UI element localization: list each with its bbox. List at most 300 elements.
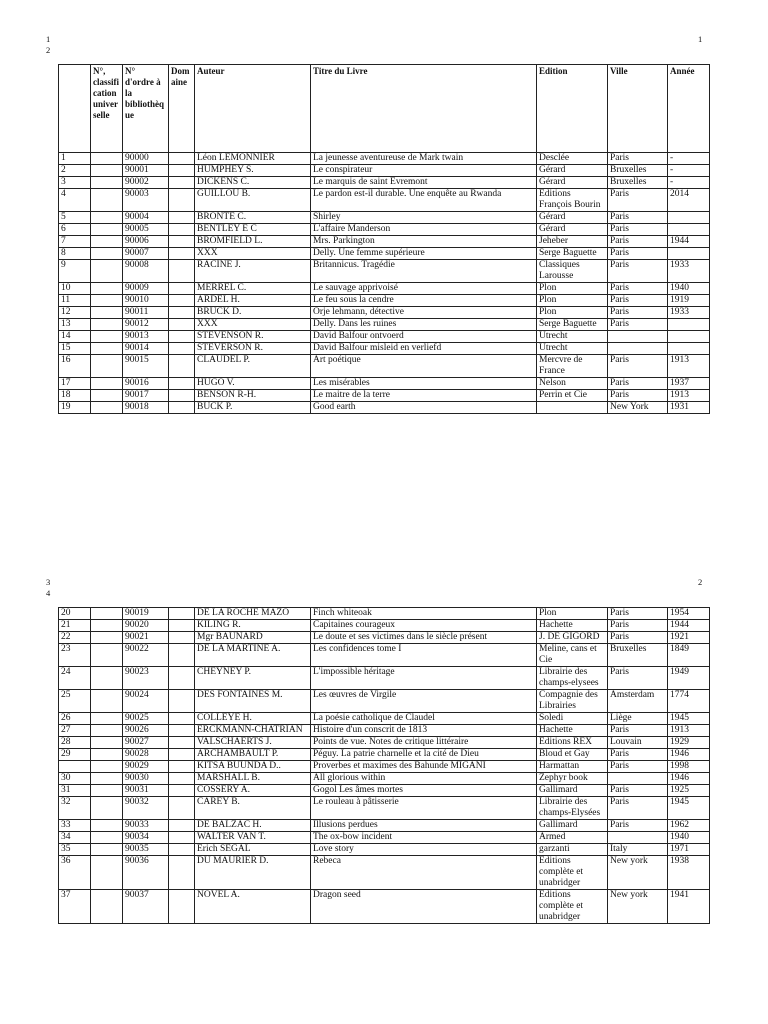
cell-classification <box>91 248 123 260</box>
table-row <box>59 177 710 189</box>
cell-order-number: 90015 <box>123 355 169 378</box>
cell-domain <box>169 608 195 620</box>
table-row <box>59 785 710 797</box>
cell-author: STEVERSON R. <box>195 343 311 355</box>
cell-edition: Hachette <box>537 725 608 737</box>
cell-year: 1849 <box>668 644 710 667</box>
cell-number: 6 <box>59 224 91 236</box>
cell-domain <box>169 832 195 844</box>
cell-city: Paris <box>608 749 668 761</box>
table-row <box>59 820 710 832</box>
cell-order-number: 90002 <box>123 177 169 189</box>
cell-classification <box>91 295 123 307</box>
cell-edition: Editions François Bourin <box>537 189 608 212</box>
cell-domain <box>169 737 195 749</box>
cell-order-number: 90005 <box>123 224 169 236</box>
table-row <box>59 713 710 725</box>
cell-classification <box>91 307 123 319</box>
cell-title: Le pardon est-il durable. Une enquête au Rwanda <box>311 189 537 212</box>
cell-domain <box>169 844 195 856</box>
cell-classification <box>91 343 123 355</box>
cell-city: New york <box>608 856 668 890</box>
book-inventory-table-page-2 <box>58 607 710 924</box>
cell-year: 1971 <box>668 844 710 856</box>
cell-title: Proverbes et maximes des Bahunde MIGANI <box>311 761 537 773</box>
cell-year: 1940 <box>668 832 710 844</box>
cell-city: New york <box>608 890 668 924</box>
cell-edition: Gérard <box>537 165 608 177</box>
cell-title: Les œuvres de Virgile <box>311 690 537 713</box>
cell-year: 1913 <box>668 725 710 737</box>
cell-title: Orje lehmann, détective <box>311 307 537 319</box>
cell-title: Finch whiteoak <box>311 608 537 620</box>
cell-author: DICKENS C. <box>195 177 311 189</box>
cell-title: David Balfour ontvoerd <box>311 331 537 343</box>
cell-year: - <box>668 153 710 165</box>
cell-classification <box>91 713 123 725</box>
table-row <box>59 212 710 224</box>
column-header-order-number: N° d'ordre à la bibliothèque <box>123 65 169 153</box>
cell-title: Shirley <box>311 212 537 224</box>
cell-domain <box>169 749 195 761</box>
cell-order-number: 90013 <box>123 331 169 343</box>
table-row <box>59 319 710 331</box>
cell-city: Paris <box>608 390 668 402</box>
cell-domain <box>169 856 195 890</box>
cell-number: 36 <box>59 856 91 890</box>
table-row <box>59 248 710 260</box>
cell-title: L'affaire Manderson <box>311 224 537 236</box>
cell-number: 18 <box>59 390 91 402</box>
cell-city: Paris <box>608 355 668 378</box>
cell-year: 1945 <box>668 797 710 820</box>
cell-city <box>608 832 668 844</box>
cell-domain <box>169 177 195 189</box>
cell-author: WALTER VAN T. <box>195 832 311 844</box>
cell-year: - <box>668 177 710 189</box>
cell-order-number: 90007 <box>123 248 169 260</box>
cell-title: Le maitre de la terre <box>311 390 537 402</box>
cell-city: Paris <box>608 248 668 260</box>
cell-number: 3 <box>59 177 91 189</box>
cell-year: 1938 <box>668 856 710 890</box>
table-row <box>59 378 710 390</box>
cell-order-number: 90018 <box>123 402 169 414</box>
column-header-classification: N°, classification universelle <box>91 65 123 153</box>
cell-order-number: 90016 <box>123 378 169 390</box>
cell-city <box>608 773 668 785</box>
cell-author: Erich SEGAL <box>195 844 311 856</box>
cell-edition: Compagnie des Librairies <box>537 690 608 713</box>
cell-title: Péguy. La patrie charnelle et la cité de Dieu <box>311 749 537 761</box>
table-row <box>59 165 710 177</box>
table-row <box>59 343 710 355</box>
table-row <box>59 797 710 820</box>
cell-title: Love story <box>311 844 537 856</box>
cell-order-number: 90021 <box>123 632 169 644</box>
cell-classification <box>91 773 123 785</box>
cell-number: 32 <box>59 797 91 820</box>
cell-edition: Bloud et Gay <box>537 749 608 761</box>
cell-order-number: 90033 <box>123 820 169 832</box>
cell-domain <box>169 189 195 212</box>
cell-number: 1 <box>59 153 91 165</box>
cell-author: BENSON R-H. <box>195 390 311 402</box>
cell-author: HUMPHEY S. <box>195 165 311 177</box>
cell-author: STEVENSON R. <box>195 331 311 343</box>
cell-year <box>668 212 710 224</box>
cell-order-number: 90003 <box>123 189 169 212</box>
cell-domain <box>169 153 195 165</box>
cell-author: BRONTE C. <box>195 212 311 224</box>
cell-year: 1945 <box>668 713 710 725</box>
cell-number: 16 <box>59 355 91 378</box>
table-row <box>59 402 710 414</box>
cell-edition: Librairie des champs-Elysées <box>537 797 608 820</box>
cell-title: Histoire d'un conscrit de 1813 <box>311 725 537 737</box>
cell-city <box>608 343 668 355</box>
cell-edition: Armed <box>537 832 608 844</box>
cell-classification <box>91 608 123 620</box>
table-row <box>59 667 710 690</box>
cell-number: 14 <box>59 331 91 343</box>
cell-classification <box>91 832 123 844</box>
cell-title: La jeunesse aventureuse de Mark twain <box>311 153 537 165</box>
cell-city: New York <box>608 402 668 414</box>
cell-domain <box>169 378 195 390</box>
cell-domain <box>169 761 195 773</box>
cell-title: Points de vue. Notes de critique littéraire <box>311 737 537 749</box>
cell-year <box>668 248 710 260</box>
cell-order-number: 90034 <box>123 832 169 844</box>
cell-author: ERCKMANN-CHATRIAN <box>195 725 311 737</box>
cell-order-number: 90029 <box>123 761 169 773</box>
cell-title: Illusions perdues <box>311 820 537 832</box>
cell-city: Bruxelles <box>608 644 668 667</box>
cell-city: Paris <box>608 319 668 331</box>
cell-city: Amsterdam <box>608 690 668 713</box>
cell-title: La poésie catholique de Claudel <box>311 713 537 725</box>
cell-city: Paris <box>608 378 668 390</box>
cell-domain <box>169 690 195 713</box>
cell-classification <box>91 890 123 924</box>
cell-author: Léon LEMONNIER <box>195 153 311 165</box>
cell-title: Capitaines courageux <box>311 620 537 632</box>
cell-number: 24 <box>59 667 91 690</box>
cell-city: Paris <box>608 725 668 737</box>
cell-city: Paris <box>608 667 668 690</box>
cell-author: MARSHALL B. <box>195 773 311 785</box>
cell-order-number: 90019 <box>123 608 169 620</box>
cell-order-number: 90011 <box>123 307 169 319</box>
cell-title: Le feu sous la cendre <box>311 295 537 307</box>
cell-title: Le rouleau à pâtisserie <box>311 797 537 820</box>
cell-number: 13 <box>59 319 91 331</box>
cell-year: 1929 <box>668 737 710 749</box>
table-row <box>59 608 710 620</box>
cell-year: 1940 <box>668 283 710 295</box>
cell-year: 1962 <box>668 820 710 832</box>
cell-city: Paris <box>608 785 668 797</box>
cell-number: 9 <box>59 260 91 283</box>
cell-edition: Zephyr book <box>537 773 608 785</box>
cell-classification <box>91 378 123 390</box>
cell-author: CAREY B. <box>195 797 311 820</box>
cell-classification <box>91 153 123 165</box>
cell-city: Paris <box>608 620 668 632</box>
cell-classification <box>91 177 123 189</box>
cell-order-number: 90026 <box>123 725 169 737</box>
cell-edition: Gérard <box>537 212 608 224</box>
cell-year: 1954 <box>668 608 710 620</box>
cell-domain <box>169 283 195 295</box>
cell-domain <box>169 248 195 260</box>
cell-domain <box>169 890 195 924</box>
cell-number: 29 <box>59 749 91 761</box>
cell-city: Paris <box>608 236 668 248</box>
cell-edition: Harmattan <box>537 761 608 773</box>
cell-number: 21 <box>59 620 91 632</box>
cell-city: Paris <box>608 189 668 212</box>
cell-classification <box>91 390 123 402</box>
table-row <box>59 390 710 402</box>
cell-order-number: 90017 <box>123 390 169 402</box>
cell-city: Bruxelles <box>608 177 668 189</box>
cell-city: Paris <box>608 224 668 236</box>
cell-domain <box>169 713 195 725</box>
cell-year: 1944 <box>668 236 710 248</box>
cell-classification <box>91 283 123 295</box>
cell-edition: Plon <box>537 608 608 620</box>
cell-domain <box>169 402 195 414</box>
page-1-line-number-1: 1 <box>46 34 51 44</box>
column-header-number <box>59 65 91 153</box>
cell-year: 1937 <box>668 378 710 390</box>
cell-number <box>59 761 91 773</box>
cell-city: Louvain <box>608 737 668 749</box>
cell-edition: Gérard <box>537 177 608 189</box>
column-header-domain: Domaine <box>169 65 195 153</box>
column-header-title: Titre du Livre <box>311 65 537 153</box>
table-row <box>59 355 710 378</box>
cell-number: 25 <box>59 690 91 713</box>
cell-title: Mrs. Parkington <box>311 236 537 248</box>
cell-edition: Gallimard <box>537 820 608 832</box>
cell-city <box>608 331 668 343</box>
cell-classification <box>91 785 123 797</box>
cell-edition: Jeheber <box>537 236 608 248</box>
cell-domain <box>169 319 195 331</box>
cell-edition: Gérard <box>537 224 608 236</box>
table-row <box>59 761 710 773</box>
cell-number: 27 <box>59 725 91 737</box>
cell-edition: J. DE GIGORD <box>537 632 608 644</box>
cell-domain <box>169 260 195 283</box>
cell-classification <box>91 844 123 856</box>
cell-year: 1933 <box>668 260 710 283</box>
cell-year: 1931 <box>668 402 710 414</box>
table-row <box>59 832 710 844</box>
cell-author: CLAUDEL P. <box>195 355 311 378</box>
cell-domain <box>169 620 195 632</box>
cell-author: BRUCK D. <box>195 307 311 319</box>
cell-order-number: 90022 <box>123 644 169 667</box>
cell-year: 1946 <box>668 749 710 761</box>
cell-title: Gogol Les âmes mortes <box>311 785 537 797</box>
cell-city: Paris <box>608 260 668 283</box>
cell-title: L'impossible héritage <box>311 667 537 690</box>
cell-author: ARDEL H. <box>195 295 311 307</box>
cell-author: COLLEYE H. <box>195 713 311 725</box>
cell-title: Britannicus. Tragédie <box>311 260 537 283</box>
cell-year: 1933 <box>668 307 710 319</box>
cell-edition: Classiques Larousse <box>537 260 608 283</box>
column-header-year: Année <box>668 65 710 153</box>
cell-number: 20 <box>59 608 91 620</box>
cell-year: 1925 <box>668 785 710 797</box>
cell-classification <box>91 402 123 414</box>
cell-domain <box>169 725 195 737</box>
cell-number: 22 <box>59 632 91 644</box>
cell-classification <box>91 797 123 820</box>
cell-author: NOVEL A. <box>195 890 311 924</box>
cell-number: 33 <box>59 820 91 832</box>
cell-domain <box>169 212 195 224</box>
cell-domain <box>169 343 195 355</box>
cell-author: DE LA MARTINE A. <box>195 644 311 667</box>
cell-title: The ox-bow incident <box>311 832 537 844</box>
cell-edition: Perrin et Cie <box>537 390 608 402</box>
table-row <box>59 153 710 165</box>
cell-year: 1913 <box>668 355 710 378</box>
cell-year: 1944 <box>668 620 710 632</box>
cell-author: COSSERY A. <box>195 785 311 797</box>
cell-edition: Utrecht <box>537 343 608 355</box>
cell-year: 2014 <box>668 189 710 212</box>
cell-author: BROMFIELD L. <box>195 236 311 248</box>
table-row <box>59 856 710 890</box>
cell-city: Paris <box>608 820 668 832</box>
page-2-line-number-4: 4 <box>46 588 51 598</box>
cell-edition: Serge Baguette <box>537 248 608 260</box>
cell-city: Paris <box>608 283 668 295</box>
cell-author: KITSA BUUNDA D.. <box>195 761 311 773</box>
cell-order-number: 90006 <box>123 236 169 248</box>
cell-author: Mgr BAUNARD <box>195 632 311 644</box>
cell-classification <box>91 236 123 248</box>
cell-edition: Desclée <box>537 153 608 165</box>
cell-author: XXX <box>195 248 311 260</box>
cell-classification <box>91 749 123 761</box>
table-row <box>59 260 710 283</box>
cell-edition: Soledi <box>537 713 608 725</box>
cell-order-number: 90023 <box>123 667 169 690</box>
page-2-number: 2 <box>698 577 703 587</box>
cell-year: - <box>668 165 710 177</box>
cell-year <box>668 331 710 343</box>
table-row <box>59 890 710 924</box>
cell-number: 15 <box>59 343 91 355</box>
cell-title: Les confidences tome I <box>311 644 537 667</box>
cell-author: DU MAURIER D. <box>195 856 311 890</box>
cell-edition: Nelson <box>537 378 608 390</box>
cell-domain <box>169 236 195 248</box>
cell-domain <box>169 390 195 402</box>
cell-number: 31 <box>59 785 91 797</box>
cell-year: 1998 <box>668 761 710 773</box>
cell-year: 1774 <box>668 690 710 713</box>
cell-number: 26 <box>59 713 91 725</box>
cell-classification <box>91 260 123 283</box>
book-inventory-table-page-1 <box>58 64 710 414</box>
cell-author: CHEYNEY P. <box>195 667 311 690</box>
cell-title: Rebeca <box>311 856 537 890</box>
cell-year: 1941 <box>668 890 710 924</box>
cell-author: BUCK P. <box>195 402 311 414</box>
cell-number: 34 <box>59 832 91 844</box>
column-header-city: Ville <box>608 65 668 153</box>
cell-order-number: 90012 <box>123 319 169 331</box>
cell-title: Le sauvage apprivoisé <box>311 283 537 295</box>
cell-author: DE LA ROCHE MAZO <box>195 608 311 620</box>
table-row <box>59 844 710 856</box>
cell-title: Le conspirateur <box>311 165 537 177</box>
cell-title: Delly. Une femme supérieure <box>311 248 537 260</box>
cell-domain <box>169 820 195 832</box>
cell-city: Paris <box>608 761 668 773</box>
cell-order-number: 90030 <box>123 773 169 785</box>
cell-edition: Gallimard <box>537 785 608 797</box>
cell-order-number: 90001 <box>123 165 169 177</box>
cell-classification <box>91 224 123 236</box>
cell-edition: Hachette <box>537 620 608 632</box>
cell-author: ARCHAMBAULT P. <box>195 749 311 761</box>
cell-domain <box>169 632 195 644</box>
cell-author: XXX <box>195 319 311 331</box>
cell-city: Bruxelles <box>608 165 668 177</box>
cell-number: 19 <box>59 402 91 414</box>
cell-title: Le marquis de saint Evremont <box>311 177 537 189</box>
cell-classification <box>91 212 123 224</box>
cell-year: 1919 <box>668 295 710 307</box>
column-header-author: Auteur <box>195 65 311 153</box>
cell-classification <box>91 761 123 773</box>
cell-order-number: 90027 <box>123 737 169 749</box>
cell-city: Paris <box>608 608 668 620</box>
cell-author: GUILLOU B. <box>195 189 311 212</box>
cell-year: 1921 <box>668 632 710 644</box>
cell-order-number: 90010 <box>123 295 169 307</box>
table-row <box>59 725 710 737</box>
cell-edition: Editions complète et unabridger <box>537 890 608 924</box>
cell-edition: Plon <box>537 295 608 307</box>
table-row <box>59 737 710 749</box>
table-header-row <box>59 65 710 153</box>
cell-title: David Balfour misleid en verliefd <box>311 343 537 355</box>
cell-classification <box>91 355 123 378</box>
cell-year <box>668 343 710 355</box>
table-row <box>59 644 710 667</box>
cell-year: 1949 <box>668 667 710 690</box>
cell-city: Paris <box>608 307 668 319</box>
cell-classification <box>91 690 123 713</box>
table-row <box>59 773 710 785</box>
cell-order-number: 90009 <box>123 283 169 295</box>
cell-title: Dragon seed <box>311 890 537 924</box>
cell-classification <box>91 725 123 737</box>
cell-city: Paris <box>608 797 668 820</box>
cell-domain <box>169 785 195 797</box>
